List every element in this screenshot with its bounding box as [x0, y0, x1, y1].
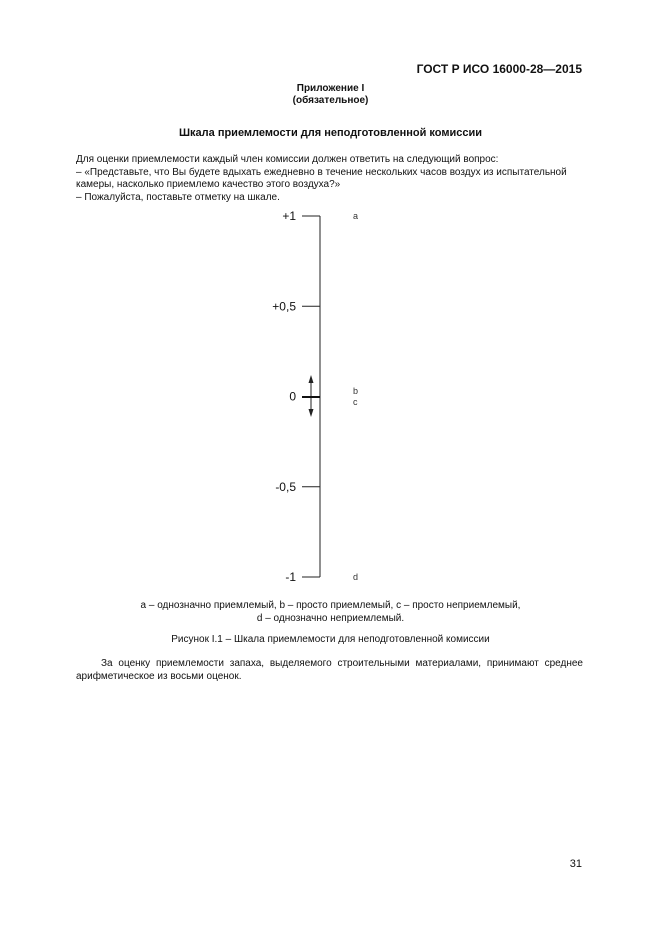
scale-legend — [0, 600, 661, 625]
marker-arrow-icon — [302, 375, 320, 417]
intro-question-lead: Для оценки приемлемости каждый член комиссии должен ответить на следующий вопрос: — [76, 154, 499, 165]
scale-letter: d — [353, 572, 359, 582]
scale-tick-label: +0,5 — [272, 299, 296, 314]
scale-letter: c — [353, 397, 358, 407]
intro-question: – «Представьте, что Вы будете вдыхать ежедневно в течение нескольких часов воздух из испытательной камеры, насколько приемлемо качество этого воздуха?» — [76, 166, 567, 190]
legend-line-2: d – однозначно неприемлемый. — [256, 612, 405, 624]
figure-title: Рисунок I.1 – Шкала приемлемости для неподготовленной комиссии — [171, 634, 490, 645]
section-title: Шкала приемлемости для неподготовленной комиссии — [178, 127, 483, 139]
closing-paragraph: За оценку приемлемости запаха, выделяемого строительными материалами, принимают среднее арифметическое из восьми оценок. — [76, 658, 583, 682]
scale-tick-label: 0 — [289, 389, 296, 404]
appendix-title: Приложение I — [296, 83, 365, 94]
intro-instruction: – Пожалуйста, поставьте отметку на шкале. — [76, 191, 280, 203]
page-number: 31 — [569, 858, 582, 870]
scale-letters — [353, 211, 358, 582]
document-header: ГОСТ Р ИСО 16000-28—2015 — [416, 62, 582, 76]
legend-line-1: а – однозначно приемлемый, b – просто приемлемый, с – просто неприемлемый, — [140, 600, 521, 611]
scale-letter: b — [353, 386, 359, 396]
appendix-status: (обязательное) — [292, 95, 369, 106]
scale-tick-label: -0,5 — [275, 479, 296, 494]
scale-tick-label: -1 — [285, 570, 296, 584]
scale-letter: a — [353, 211, 359, 221]
scale-tick-label: +1 — [282, 209, 296, 223]
